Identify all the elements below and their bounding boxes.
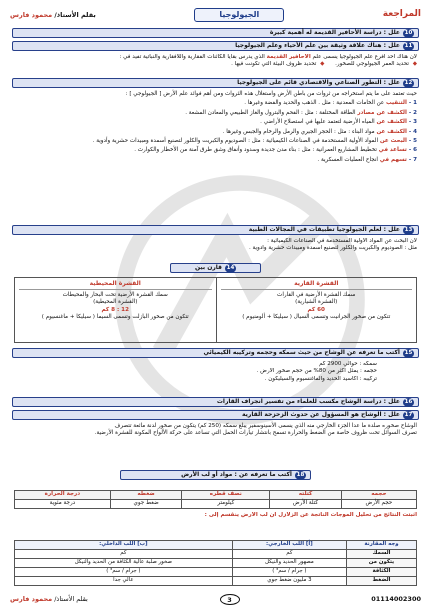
list-item-number: 6 - <box>406 147 417 154</box>
answer-12 <box>14 91 417 166</box>
answer-highlight: الأحافير القديمة <box>266 54 311 60</box>
list-item-number: 4 - <box>406 128 417 135</box>
list-item-number: 2 - <box>406 109 417 116</box>
question-bar-17 <box>12 410 419 420</box>
list-item <box>14 147 417 154</box>
answer-16 <box>14 423 417 438</box>
list-item-label: الكشف عن مصادر <box>357 109 407 116</box>
bullet-icon: ◆ <box>412 61 417 68</box>
list-item-text: الطاقة المختلفة : مثل : الفحم والبترول والغاز الطبيعي والمعادن المشعة . <box>185 109 356 116</box>
list-item <box>14 138 417 145</box>
comparison-head: القشرة المحيطية <box>19 280 212 290</box>
list-item-text: عن الخامات المعدنية : مثل . الذهب والحديد والفضة وغيرها . <box>244 100 385 107</box>
list-item-label: الكشف عن <box>376 128 407 135</box>
question-bar-16 <box>12 397 419 407</box>
page-number: 3 <box>220 594 240 605</box>
question-text: أكتب ما تعرفه عن : مواد أو لب الأرض <box>181 471 292 479</box>
header-subject: الجيولوجيا <box>194 8 284 23</box>
comparison-head: القشرة القارية <box>221 280 413 290</box>
table-cell: ( جرام / سم³ ) <box>232 568 346 577</box>
header-teacher-name: محمود فارس <box>10 10 53 19</box>
table-row <box>15 550 417 559</box>
comparison-cell: تتكون من صخور الجرانيت وتسمى السيال ( سيليكا + ألومنيوم ) <box>242 314 391 321</box>
table-row-label: الضغط <box>347 577 417 586</box>
comparison-cell: سمك القشرة الأرضية في القارات <box>277 291 356 298</box>
question-text: علل : الوشاح هو المسؤول عن حدوث الزحزحة القارية <box>242 411 400 419</box>
footer-teacher-name: محمود فارس <box>10 594 53 603</box>
question-bar-12 <box>12 78 419 88</box>
table-header-cell: كتلته <box>270 491 342 500</box>
question-number: 17 <box>404 411 413 418</box>
core-properties-table <box>14 490 417 509</box>
table-header-cell: ضغطه <box>110 491 182 500</box>
table-cell: صخور صلبة عالية الكثافة من الحديد والنيكل <box>15 559 233 568</box>
question-text: علل : لعلم الجيولوجيا تطبيقات في المجالات الطبية <box>248 226 400 234</box>
question-bar-14 <box>170 263 261 273</box>
table-header-cell: نصف قطره <box>182 491 270 500</box>
footer-teacher <box>10 595 88 604</box>
list-item-number: 7 - <box>406 156 417 163</box>
question-bar-18 <box>120 470 311 480</box>
answer-line: حجمه : يمثل أكثر من 80% من حجم صخور الأرض . <box>256 368 377 375</box>
header-teacher <box>10 11 96 20</box>
answer-paragraph: الوشاح صخوره صلدة ما عدا الجزء الخارجي منه الذي يسمى الأسينوسفير يبلغ سمكه (250 كم) يتكون من صخور لدنة مائعة تتصرف <box>114 423 417 429</box>
core-note <box>14 512 417 519</box>
comparison-table <box>14 277 417 343</box>
list-item <box>14 100 417 107</box>
question-number: 14 <box>226 264 235 271</box>
comparison-cell: 12 : 8 كم <box>101 306 129 313</box>
page-header <box>10 6 421 24</box>
question-number: 18 <box>296 471 305 478</box>
question-text: قارن بين <box>195 264 222 272</box>
table-cell: كم <box>232 550 346 559</box>
footer-phone: 01114002300 <box>371 594 421 603</box>
comparison-cell: (القشرة الشيارية) <box>295 299 338 306</box>
answer-line: سمكه : حوالي 2900 كم <box>319 361 377 367</box>
page-footer <box>10 592 421 606</box>
table-header-cell: [ب] اللب الداخلي: <box>15 541 233 550</box>
table-row-label: السمك <box>347 550 417 559</box>
list-item-text: المياه الأرضية لتعتمد عليها في استصلاح الأراضي . <box>260 119 375 126</box>
footer-teacher-prefix: بقلم الأستاذ/ <box>54 594 88 603</box>
question-bar-13 <box>12 225 419 235</box>
header-title: المراجعة <box>382 9 421 20</box>
question-number: 10 <box>404 29 413 36</box>
table-cell: كيلومتر <box>182 500 270 509</box>
question-number: 15 <box>404 349 413 356</box>
list-item-label: تسهم في <box>379 156 407 163</box>
list-item <box>14 157 417 164</box>
answer-10 <box>14 54 417 69</box>
comparison-cell: (القشرة المحيطية) <box>93 299 138 306</box>
list-item-text: المواد الأولية المستخدمة في الصناعات الكيميائية : مثل : الصوديوم والكبريت والكلور لتصنيع أسمدة ومبيدات حشرية وأدوية . <box>92 137 379 144</box>
question-text: علل : هناك علاقة وثيقة بين علم الأحياء وعلم الجيولوجيا <box>235 42 400 50</box>
table-header-row <box>15 541 417 550</box>
table-row <box>15 577 417 586</box>
table-cell: كم <box>15 550 233 559</box>
list-item <box>14 119 417 126</box>
list-item-text: مواد البناء : مثل : الحجر الجيري والرمل والرخام والجبس وغيرها . <box>222 128 375 135</box>
answer-13 <box>14 238 417 253</box>
table-header-cell: [أ] اللب الخارجي: <box>232 541 346 550</box>
answer-intro: حيث تعتمد على ما يتم استخراجه من ثروات من باطن الأرض واستغلال هذه الثروات ومن أهم فوائد علم الأرض [ الجيولوجي ] : <box>125 91 417 97</box>
answer-text: الذي يدرس بقايا الكائنات الفقارية واللافقارية والنباتية تفيد في : <box>119 54 265 60</box>
bullet-text: تحديد العمر الجيولوجي للصخور. <box>335 61 409 68</box>
comparison-cell: تتكون من صخور البازلت وتسمى السيما ( سيليكا + ماغنسيوم ) <box>41 314 189 321</box>
table-row-label: يتكون من <box>347 559 417 568</box>
question-text: علل : دراسة الوشاح مكسب للعلماء من تفسير انجراف القارات <box>216 398 400 406</box>
table-cell: ( جرام / سم³ ) <box>15 568 233 577</box>
table-cell: عالي جدا <box>15 577 233 586</box>
table-cell: 3 مليون ضغط جوي <box>232 577 346 586</box>
answer-15 <box>14 361 417 383</box>
question-text: أكتب ما تعرفه عن الوشاح من حيث سمكه وحجمه وتركيبه الكيميائي <box>203 349 400 357</box>
bullet-icon: ◆ <box>320 61 325 68</box>
list-item-label: تساعد في <box>378 147 407 154</box>
comparison-cell: 60 كم <box>307 306 325 313</box>
list-item-label: الكشف عن <box>376 119 407 126</box>
table-cell: ضغط جوي <box>110 500 182 509</box>
table-cell: كتلة الأرض <box>270 500 342 509</box>
list-item-number: 5 - <box>406 137 417 144</box>
comparison-col-oceanic <box>15 278 216 342</box>
comparison-cell: سمك القشرة الأرضية تحت البحار والمحيطات <box>62 291 168 298</box>
answer-text: لأن هناك أحد أفرع علم الجيولوجيا يسمى علم <box>312 54 417 60</box>
table-header-cell: درجة الحرارة <box>15 491 111 500</box>
question-number: 11 <box>404 42 413 49</box>
bullet-text: تحديد ظروف البيئة التي تكونت فيها . <box>231 61 317 68</box>
table-row <box>15 559 417 568</box>
answer-list <box>14 100 417 164</box>
list-item-number: 1 - <box>406 100 417 107</box>
core-comparison-table <box>14 540 417 586</box>
list-item-number: 3 - <box>406 119 417 126</box>
answer-line: تركيبه : أكاسيد الحديد والماغنسيوم والسيليكون . <box>264 375 377 382</box>
list-item <box>14 110 417 117</box>
list-item-text: تخطيط المشاريع العمرانية : مثل : بناء مدن جديدة وسدود وأنفاق وشق طرق آمنة من الأخطار والكوارث . <box>134 147 377 154</box>
table-header-cell: وجه المقارنة <box>347 541 417 550</box>
answer-line: مثل : الصوديوم والكبريت والكلور لتصنيع أسمدة ومبيدات حشرية وأدوية . <box>249 245 417 252</box>
table-row-label: الكثافة <box>347 568 417 577</box>
answer-line <box>14 54 417 61</box>
list-item-label: البحث عن <box>379 137 407 144</box>
question-bar-10 <box>12 28 419 38</box>
answer-paragraph: تصرف السوائل تحت ظروف خاصة من الضغط والحرارة تسمح بانتشار تيارات الحمل التي تساعد على حركة الألواح المكونة للقشرة الأرضية. <box>94 430 417 437</box>
question-text: علل : التطور الصناعي والاقتصادي قائم على الجيولوجيا <box>237 79 400 87</box>
table-header-cell: حجمه <box>341 491 416 500</box>
table-header-row <box>15 491 417 500</box>
answer-line: أثبتت النتائج من تحليل الموجات الناتجة عن الزلازل أن لب الأرض ينقسم إلى : <box>204 512 417 518</box>
table-row <box>15 568 417 577</box>
list-item-label: التنقيب <box>386 100 407 107</box>
question-bar-11 <box>12 41 419 51</box>
list-item-text: انجاح العمليات العسكرية . <box>317 156 378 163</box>
answer-bullets <box>14 61 417 68</box>
question-number: 13 <box>404 226 413 233</box>
question-bar-15 <box>12 348 419 358</box>
comparison-col-continental <box>216 278 417 342</box>
table-row <box>15 500 417 509</box>
header-teacher-prefix: بقلم الأستاذ/ <box>54 10 96 19</box>
table-cell: مصهور الحديد والنيكل <box>232 559 346 568</box>
question-number: 16 <box>404 398 413 405</box>
question-number: 12 <box>404 79 413 86</box>
question-text: علل : دراسة الأحافير القديمة له أهمية كبيرة <box>269 29 400 37</box>
table-cell: درجة مئوية <box>15 500 111 509</box>
table-cell: حجم الأرض <box>341 500 416 509</box>
answer-line: لأن البحث عن المواد الأولية المستخدمة في الصناعات الكيميائية : <box>267 238 417 244</box>
list-item <box>14 129 417 136</box>
